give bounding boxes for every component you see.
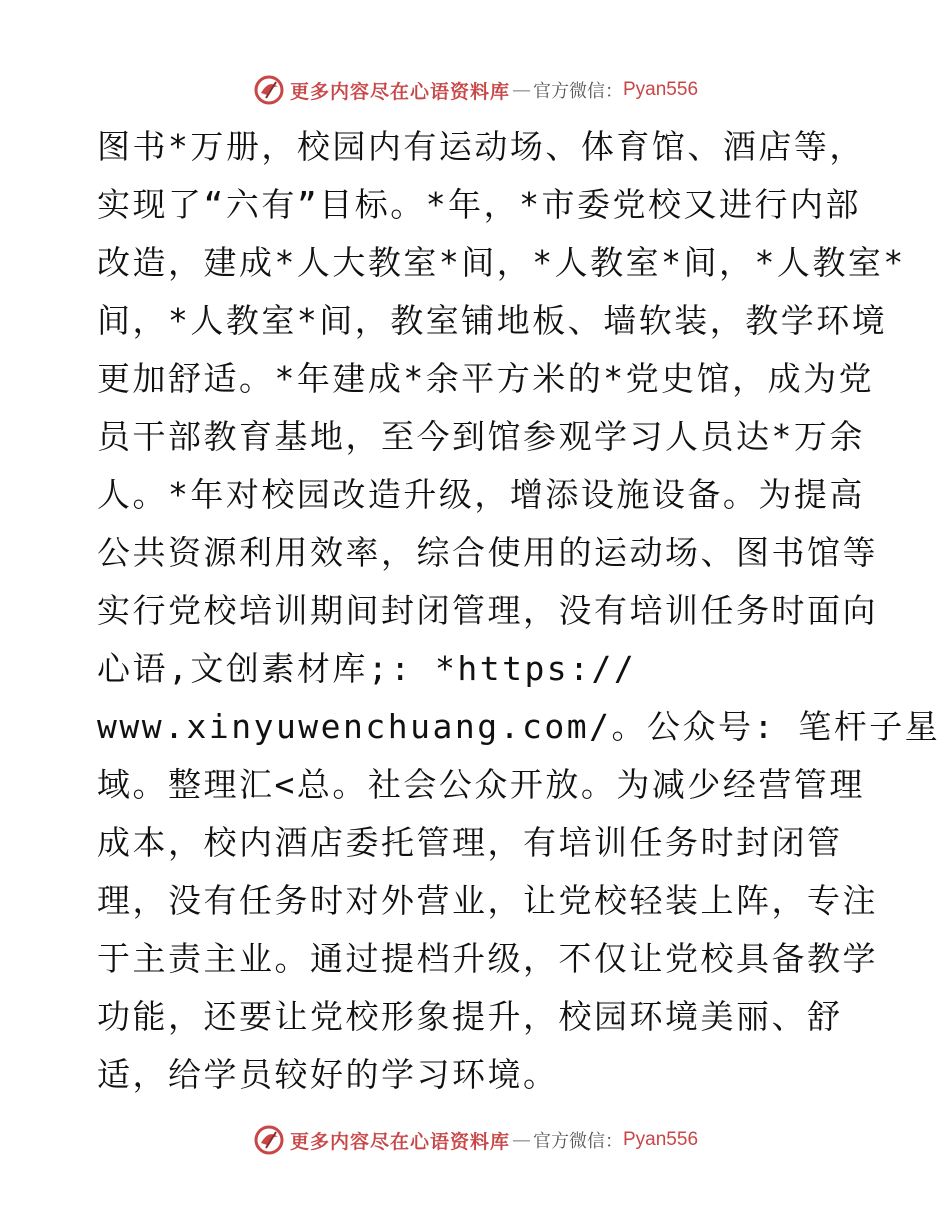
text-line: 员干部教育基地，至今到馆参观学习人员达*万余 (97, 417, 865, 456)
text-line: 于主责主业。通过提档升级，不仅让党校具备教学 (97, 939, 878, 978)
header-separator: — (512, 79, 531, 101)
text-line: 功能，还要让党校形象提升，校园环境美丽、舒 (97, 997, 843, 1036)
text-line: 适，给学员较好的学习环境。 (97, 1055, 559, 1094)
text-line: 间，*人教室*间，教室铺地板、墙软装，教学环境 (97, 301, 888, 340)
footer-banner (0, 1120, 950, 1160)
header-wechat-label: 官方微信： (533, 81, 623, 102)
text-line: 公共资源利用效率，综合使用的运动场、图书馆等 (97, 533, 878, 572)
text-line: 图书*万册，校园内有运动场、体育馆、酒店等， (97, 127, 865, 166)
footer-separator: — (512, 1129, 531, 1151)
text-line: 理，没有任务时对外营业，让党校轻装上阵，专注 (97, 881, 878, 920)
header-site-name: 更多内容尽在心语资料库 (289, 80, 510, 103)
text-line: 成本，校内酒店委托管理，有培训任务时封闭管 (97, 823, 843, 862)
text-line: 实现了“六有”目标。*年，*市委党校又进行内部 (97, 185, 861, 224)
footer-wechat-id: Pyan556 (623, 1129, 699, 1150)
header-wechat-id: Pyan556 (623, 79, 699, 100)
text-line: 实行党校培训期间封闭管理，没有培训任务时面向 (97, 591, 878, 630)
document-body (97, 118, 941, 1104)
footer-wechat-label: 官方微信： (533, 1131, 623, 1152)
swirl-logo-icon (252, 73, 286, 107)
text-line: 改造，建成*人大教室*间，*人教室*间，*人教室* (97, 243, 906, 282)
header-banner (0, 70, 950, 110)
footer-site-name: 更多内容尽在心语资料库 (289, 1130, 510, 1153)
text-line: 心语,文创素材库;: *https:// (97, 649, 637, 688)
text-line: 人。*年对校园改造升级，增添设施设备。为提高 (97, 475, 865, 514)
text-line: 域。整理汇<总。社会公众开放。为减少经营管理 (97, 765, 865, 804)
text-line: 更加舒适。*年建成*余平方米的*党史馆，成为党 (97, 359, 875, 398)
text-line: www.xinyuwenchuang.com/。公众号: 笔杆子星 (97, 707, 941, 746)
swirl-logo-icon (252, 1123, 286, 1157)
